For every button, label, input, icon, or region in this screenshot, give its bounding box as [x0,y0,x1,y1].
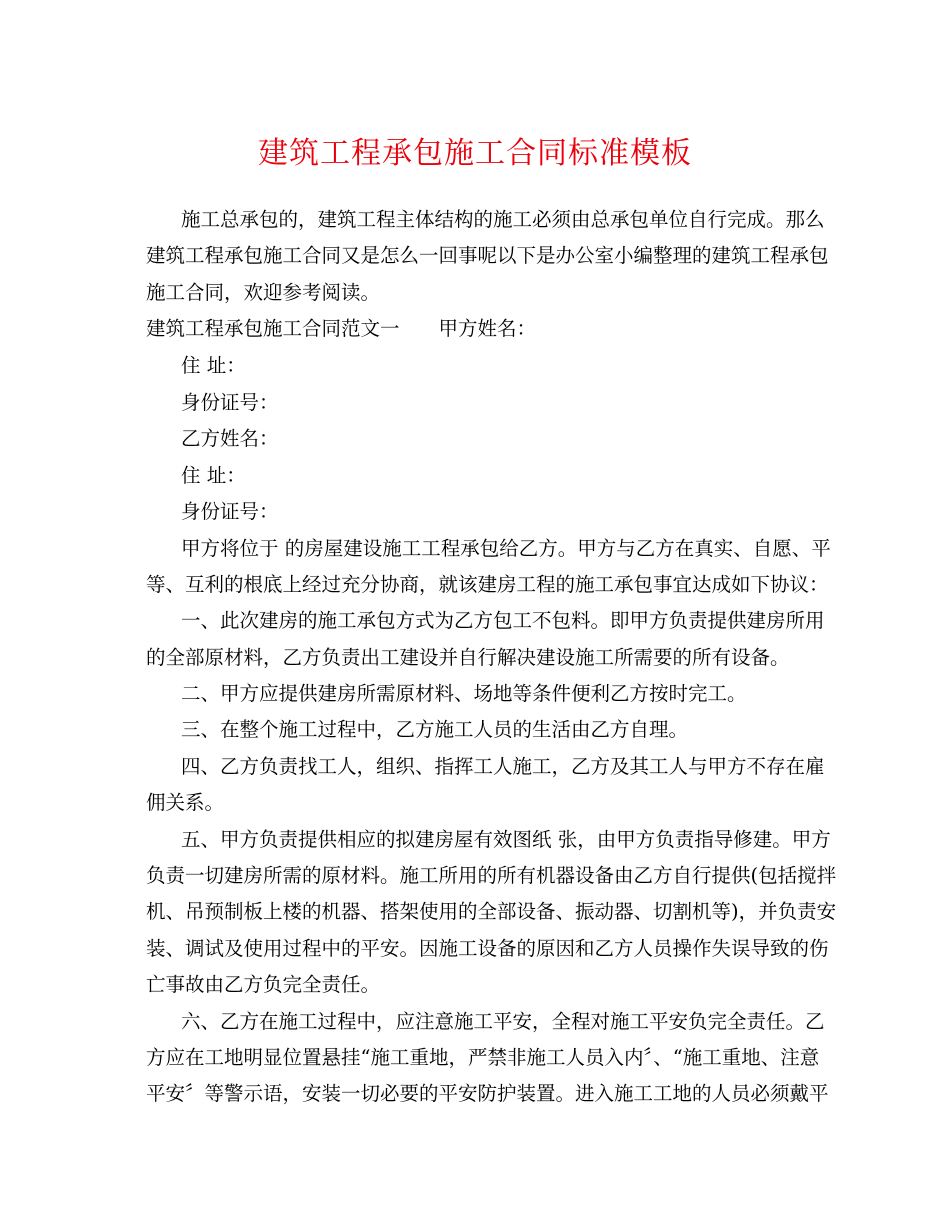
paragraph-line: 三、在整个施工过程中，乙方施工人员的生活由乙方自理。 [181,718,689,741]
paragraph-line: 一、此次建房的施工承包方式为乙方包工不包料。即甲方负责提供建房所用 [181,609,825,632]
paragraph-line: 五、甲方负责提供相应的拟建房屋有效图纸 张，由甲方负责指导修建。甲方 [181,828,831,851]
paragraph-line: 身份证号： [181,391,279,414]
paragraph-line: 装、调试及使用过程中的平安。因施工设备的原因和乙方人员操作失误导致的伤 [146,937,829,960]
paragraph-line: 等、互利的根底上经过充分协商，就该建房工程的施工承包事宜达成如下协议： [146,573,829,596]
paragraph-line: 的全部原材料，乙方负责出工建设并自行解决建设施工所需要的所有设备。 [146,646,790,669]
document-title: 建筑工程承包施工合同标准模板 [258,136,692,171]
paragraph-line: 住 址： [181,464,246,487]
paragraph-line: 方应在工地明显位置悬挂“施工重地，严禁非施工人员入内〞、“施工重地、注意 [146,1046,820,1069]
paragraph-line: 建筑工程承包施工合同范文一 甲方姓名： [146,317,537,340]
paragraph-line: 负责一切建房所需的原材料。施工所用的所有机器设备由乙方自行提供(包括搅拌 [146,864,837,887]
paragraph-line: 机、吊预制板上楼的机器、搭架使用的全部设备、振动器、切割机等)，并负责安 [146,900,837,923]
paragraph-line: 身份证号： [181,500,279,523]
paragraph-line: 二、甲方应提供建房所需原材料、场地等条件便利乙方按时完工。 [181,682,747,705]
paragraph-line: 甲方将位于 的房屋建设施工工程承包给乙方。甲方与乙方在真实、自愿、平 [181,537,831,560]
paragraph-line: 佣关系。 [146,791,225,814]
paragraph-line: 六、乙方在施工过程中，应注意施工平安，全程对施工平安负完全责任。乙 [181,1010,825,1033]
paragraph-line: 亡事故由乙方负完全责任。 [146,973,381,996]
paragraph-line: 乙方姓名： [181,427,279,450]
paragraph-line: 住 址： [181,354,246,377]
paragraph-line: 四、乙方负责找工人，组织、指挥工人施工，乙方及其工人与甲方不存在雇 [181,755,825,778]
paragraph-line: 建筑工程承包施工合同又是怎么一回事呢以下是办公室小编整理的建筑工程承包 [146,244,829,267]
paragraph-line: 施工合同，欢迎参考阅读。 [146,281,381,304]
paragraph-line: 施工总承包的，建筑工程主体结构的施工必须由总承包单位自行完成。那么 [181,208,825,231]
paragraph-line: 平安〞等警示语，安装一切必要的平安防护装置。进入施工工地的人员必须戴平 [146,1082,829,1105]
